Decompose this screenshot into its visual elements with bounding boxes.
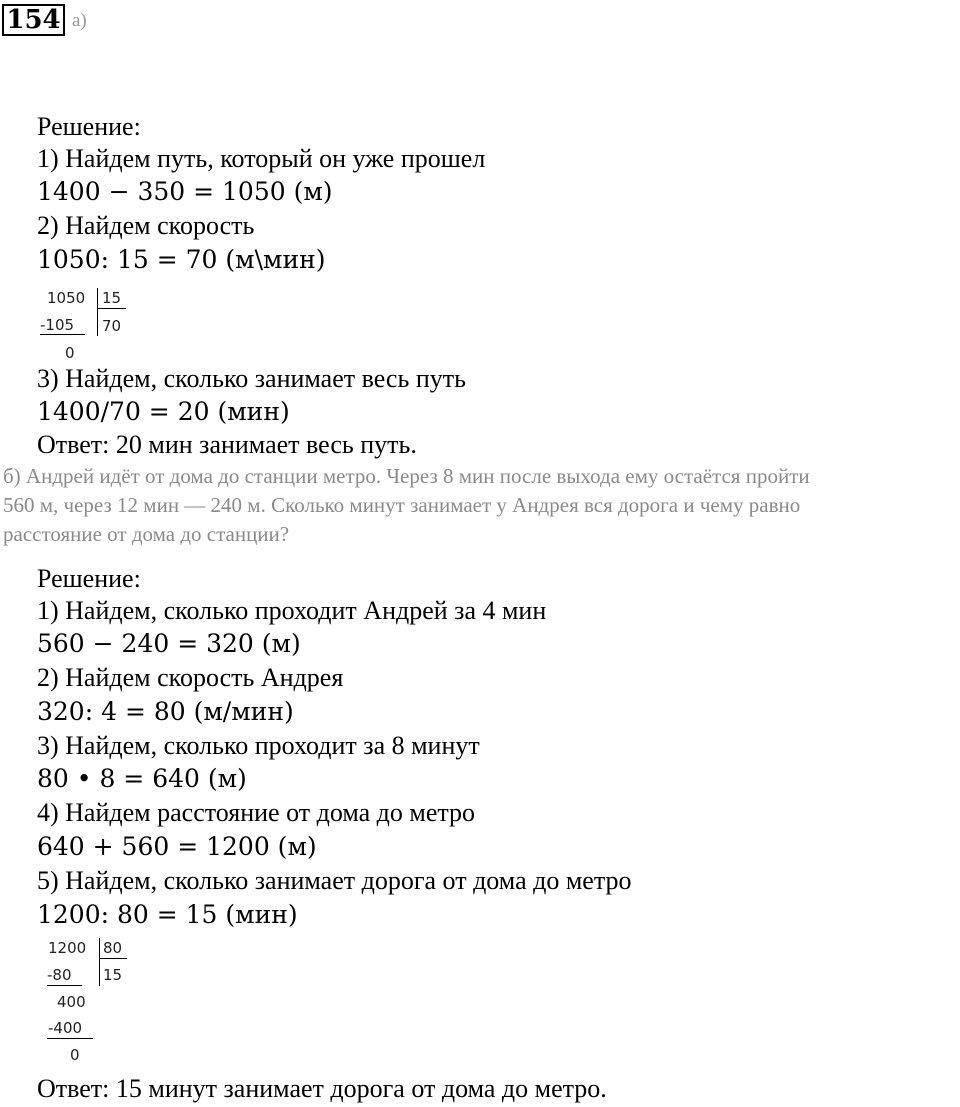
answer-a: Ответ: 20 мин занимает весь путь. (37, 430, 417, 459)
division-subtract-line (47, 1038, 93, 1039)
condition-line: б) Андрей идёт от дома до станции метро. Через 8 мин после выхода ему остаётся пройти (3, 464, 810, 488)
solution-heading: Решение: (37, 564, 141, 593)
step-text: 5) Найдем, сколько занимает дорога от дома до метро (37, 866, 632, 895)
solution-heading: Решение: (37, 112, 141, 141)
step-equation: 1050: 15 = 70 (м\мин) (37, 245, 326, 274)
step-text: 3) Найдем, сколько занимает весь путь (37, 364, 466, 393)
step-equation: 1400/70 = 20 (мин) (37, 397, 290, 426)
division-divisor-line (98, 308, 126, 309)
division-divisor-line (100, 958, 127, 959)
division-vertical-line (97, 288, 98, 336)
condition-line: 560 м, через 12 мин — 240 м. Сколько минут занимает у Андрея вся дорога и чему равно (3, 493, 801, 517)
step-text: 1) Найдем путь, который он уже прошел (37, 144, 486, 173)
division-remainder: 0 (65, 344, 75, 362)
step-text: 3) Найдем, сколько проходит за 8 минут (37, 731, 480, 760)
division-dividend: 1200 (48, 939, 87, 957)
step-equation: 1400 − 350 = 1050 (м) (37, 177, 333, 206)
step-equation: 80 • 8 = 640 (м) (37, 764, 247, 793)
step-text: 2) Найдем скорость (37, 211, 255, 240)
division-dividend: 1050 (47, 289, 86, 307)
task-number-box: 154 (2, 4, 65, 36)
division-divisor: 15 (102, 289, 122, 307)
division-subtract: -400 (48, 1019, 83, 1037)
step-text: 4) Найдем расстояние от дома до метро (37, 798, 476, 827)
part-a-label: а) (72, 10, 87, 31)
division-remainder: 0 (70, 1046, 80, 1064)
division-quotient: 70 (102, 317, 122, 335)
division-quotient: 15 (103, 966, 123, 984)
division-subtract-line (40, 334, 85, 335)
step-equation: 1200: 80 = 15 (мин) (37, 900, 298, 929)
division-subtract: -105 (40, 316, 75, 334)
division-subtract: -80 (47, 966, 72, 984)
division-partial: 400 (57, 993, 86, 1011)
answer-b: Ответ: 15 минут занимает дорога от дома до метро. (37, 1074, 607, 1103)
step-equation: 560 − 240 = 320 (м) (37, 629, 301, 658)
division-subtract-line (47, 985, 82, 986)
step-equation: 640 + 560 = 1200 (м) (37, 832, 317, 861)
step-text: 1) Найдем, сколько проходит Андрей за 4 мин (37, 596, 547, 625)
division-divisor: 80 (103, 939, 123, 957)
division-vertical-line (99, 938, 100, 986)
step-text: 2) Найдем скорость Андрея (37, 663, 344, 692)
step-equation: 320: 4 = 80 (м/мин) (37, 697, 294, 726)
condition-line: расстояние от дома до станции? (3, 522, 290, 546)
